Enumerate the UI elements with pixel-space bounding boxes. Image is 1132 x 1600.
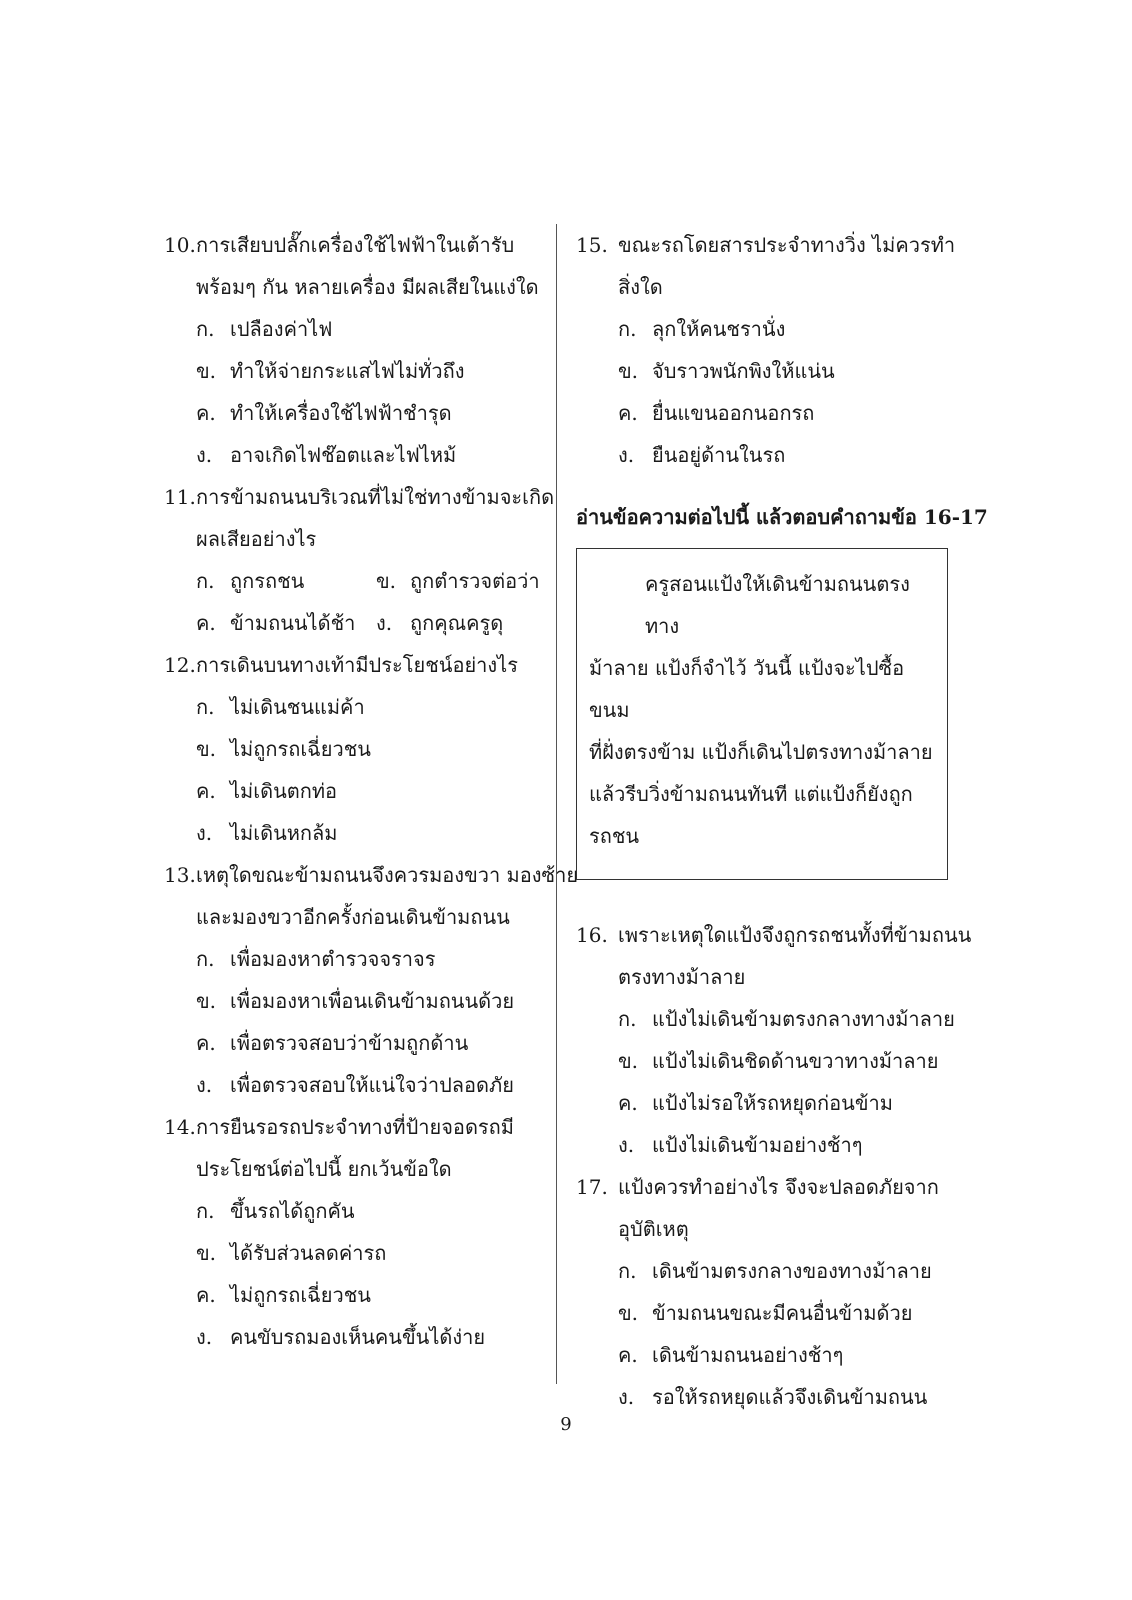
passage-line: ม้าลาย แป้งก็จำไว้ วันนี้ แป้งจะไปซื้อขนม [589,656,905,722]
choice-letter: ง. [196,1325,213,1349]
choice-c [164,1022,556,1064]
choice-text: เดินข้ามตรงกลางของทางม้าลาย [652,1259,932,1283]
question-stem [164,1106,556,1148]
choice-letter: ง. [196,1073,213,1097]
choice-letter: ง. [618,1385,635,1409]
choice-text: เพื่อมองหาเพื่อนเดินข้ามถนนด้วย [230,989,515,1013]
question-13 [164,854,579,1106]
choice-letter: ก. [196,695,215,719]
choice-text: ไม่เดินชนแม่ค้า [230,695,365,719]
question-text: เพราะเหตุใดแป้งจึงถูกรถชนทั้งที่ข้ามถนน [618,923,972,947]
choice-letter: ข. [196,989,217,1013]
question-text: และมองขวาอีกครั้งก่อนเดินข้ามถนน [196,905,510,929]
choice-a [164,308,556,350]
choice-text: ถูกรถชน [230,569,305,593]
choice-text: เพื่อตรวจสอบให้แน่ใจว่าปลอดภัย [230,1073,514,1097]
question-stem [164,224,556,266]
choice-text: ไม่เดินหกล้ม [230,821,338,845]
choice-b [164,1232,556,1274]
choice-text: ยืนอยู่ด้านในรถ [652,443,786,467]
choice-a [576,308,976,350]
choice-letter: ค. [196,611,216,635]
choice-d [164,812,556,854]
choice-text: ไม่ถูกรถเฉี่ยวชน [230,737,371,761]
question-text: ขณะรถโดยสารประจำทางวิ่ง ไม่ควรทำ [618,233,956,257]
choice-d [576,1124,976,1166]
question-14 [164,1106,556,1358]
choice-text: แป้งไม่รอให้รถหยุดก่อนข้าม [652,1091,893,1115]
question-10 [164,224,556,476]
reading-passage-box [576,548,948,880]
choice-letter: ค. [618,1091,638,1115]
choice-letter: ค. [618,1343,638,1367]
choice-d [164,1064,556,1106]
question-12 [164,644,556,854]
choice-letter: ก. [196,569,215,593]
choice-b [576,350,976,392]
question-text: ผลเสียอย่างไร [196,527,317,551]
choice-d [576,1376,976,1418]
question-text: การยืนรอรถประจำทางที่ป้ายจอดรถมี [196,1115,514,1139]
choice-b [164,350,556,392]
question-text: ประโยชน์ต่อไปนี้ ยกเว้นข้อใด [196,1157,452,1181]
choice-text: เพื่อตรวจสอบว่าข้ามถูกด้าน [230,1031,469,1055]
choice-letter: ง. [618,1133,635,1157]
choice-letter: ข. [618,1301,639,1325]
choice-letter: ง. [196,443,213,467]
choice-a [576,1250,976,1292]
choice-letter: ค. [196,779,216,803]
choice-text: เพื่อมองหาตำรวจจราจร [230,947,436,971]
passage-line: ครูสอนแป้งให้เดินข้ามถนนตรงทาง [645,572,910,638]
choice-letter: ก. [196,1199,215,1223]
question-text: ตรงทางม้าลาย [618,965,746,989]
choice-letter: ค. [196,401,216,425]
choice-letter: ค. [618,401,638,425]
choice-letter: ค. [196,1031,216,1055]
question-text: แป้งควรทำอย่างไร จึงจะปลอดภัยจาก [618,1175,939,1199]
question-number: 12. [164,653,196,677]
choice-letter: ข. [376,569,397,593]
question-stem [576,224,976,266]
choice-text: แป้งไม่เดินชิดด้านขวาทางม้าลาย [652,1049,939,1073]
choice-text: ทำให้เครื่องใช้ไฟฟ้าชำรุด [230,401,452,425]
question-number: 15. [576,233,608,257]
right-column [576,224,988,1418]
choice-d [164,1316,556,1358]
question-number: 11. [164,485,196,509]
choice-text: ลุกให้คนชรานั่ง [652,317,786,341]
choice-text: แป้งไม่เดินข้ามตรงกลางทางม้าลาย [652,1007,955,1031]
choice-b [576,1040,976,1082]
choice-letter: ค. [196,1283,216,1307]
reading-instruction: อ่านข้อความต่อไปนี้ แล้วตอบคำถามข้อ 16-17 [576,505,988,529]
choice-b [576,1292,976,1334]
question-number: 17. [576,1175,608,1199]
choice-text: จับราวพนักพิงให้แน่น [652,359,835,383]
question-stem [164,644,556,686]
question-stem [164,476,556,518]
question-stem [164,854,579,896]
choice-a [576,998,976,1040]
choice-letter: ข. [618,359,639,383]
choice-row [164,560,556,602]
question-15 [576,224,976,476]
choice-text: รอให้รถหยุดแล้วจึงเดินข้ามถนน [652,1385,928,1409]
question-number: 13. [164,863,196,887]
choice-c [164,392,556,434]
choice-c [164,1274,556,1316]
choice-c [576,1334,976,1376]
choice-letter: ข. [196,1241,217,1265]
choice-letter: ก. [618,1259,637,1283]
question-text: การเดินบนทางเท้ามีประโยชน์อย่างไร [196,653,518,677]
choice-text: ข้ามถนนได้ช้า [230,611,356,635]
question-11 [164,476,556,644]
choice-text: ยื่นแขนออกนอกรถ [652,401,815,425]
choice-a [196,560,376,602]
passage-line: ที่ฝั่งตรงข้าม แป้งก็เดินไปตรงทางม้าลาย [589,740,933,764]
choice-c [164,770,556,812]
choice-text: คนขับรถมองเห็นคนขึ้นได้ง่าย [230,1325,486,1349]
question-number: 16. [576,923,608,947]
question-text: การเสียบปลั๊กเครื่องใช้ไฟฟ้าในเต้ารับ [196,233,515,257]
question-stem [576,914,976,956]
choice-b [164,728,556,770]
question-17 [576,1166,976,1418]
choice-text: ข้ามถนนขณะมีคนอื่นข้ามด้วย [652,1301,913,1325]
choice-text: อาจเกิดไฟช๊อตและไฟไหม้ [230,443,457,467]
choice-letter: ข. [196,359,217,383]
question-number: 14. [164,1115,196,1139]
choice-letter: ข. [618,1049,639,1073]
question-text: อุบัติเหตุ [618,1217,689,1241]
page-number: 9 [560,1414,572,1435]
choice-a [164,1190,556,1232]
choice-c [576,1082,976,1124]
choice-d [376,602,556,644]
question-text: พร้อมๆ กัน หลายเครื่อง มีผลเสียในแง่ใด [196,275,539,299]
choice-c [196,602,376,644]
choice-text: ไม่เดินตกท่อ [230,779,338,803]
left-column [164,224,579,1358]
choice-text: ได้รับส่วนลดค่ารถ [230,1241,387,1265]
choice-letter: ก. [196,317,215,341]
choice-letter: ก. [196,947,215,971]
choice-row [164,602,556,644]
choice-d [164,434,556,476]
choice-b [376,560,556,602]
choice-text: ขึ้นรถได้ถูกคัน [230,1199,355,1223]
choice-c [576,392,976,434]
choice-letter: ง. [196,821,213,845]
passage-line: แล้วรีบวิ่งข้ามถนนทันที แต่แป้งก็ยังถูก [589,782,913,806]
choice-d [576,434,976,476]
choice-letter: ก. [618,317,637,341]
choice-letter: ข. [196,737,217,761]
column-divider [556,224,557,1384]
choice-text: ถูกตำรวจต่อว่า [410,569,540,593]
spacer [576,880,976,914]
question-text: เหตุใดขณะข้ามถนนจึงควรมองขวา มองซ้าย [196,863,579,887]
choice-text: เปลืองค่าไฟ [230,317,333,341]
choice-text: แป้งไม่เดินข้ามอย่างช้าๆ [652,1133,863,1157]
passage-line: รถชน [589,824,640,848]
choice-b [164,980,556,1022]
question-stem [576,1166,976,1208]
question-text: การข้ามถนนบริเวณที่ไม่ใช่ทางข้ามจะเกิด [196,485,555,509]
choice-a [164,686,556,728]
choice-text: ไม่ถูกรถเฉี่ยวชน [230,1283,371,1307]
choice-text: ทำให้จ่ายกระแสไฟไม่ทั่วถึง [230,359,465,383]
choice-text: เดินข้ามถนนอย่างช้าๆ [652,1343,844,1367]
question-number: 10. [164,233,196,257]
choice-letter: ก. [618,1007,637,1031]
question-16 [576,914,976,1166]
choice-letter: ง. [376,611,393,635]
question-text: สิ่งใด [618,275,663,299]
choice-text: ถูกคุณครูดุ [410,611,504,635]
choice-a [164,938,556,980]
choice-letter: ง. [618,443,635,467]
